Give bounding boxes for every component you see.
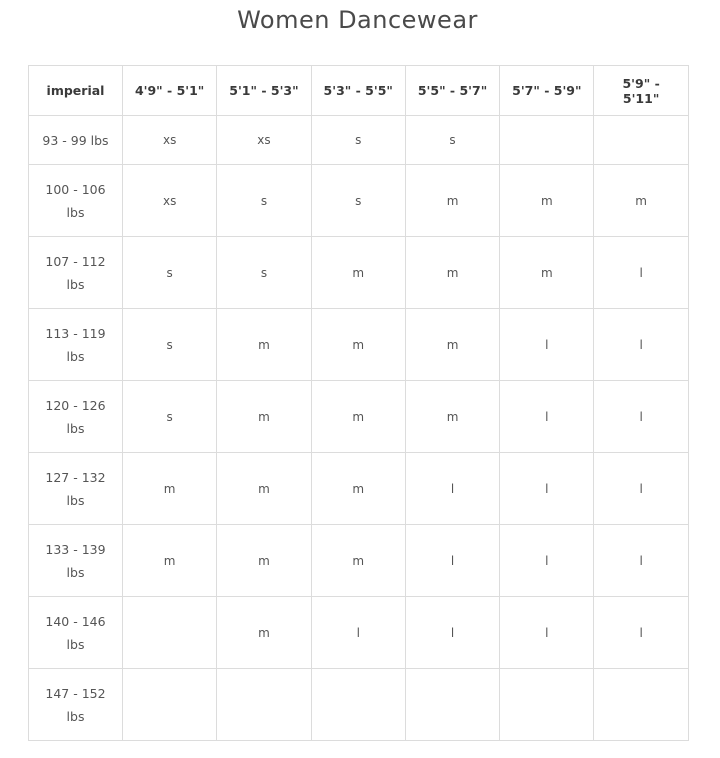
size-cell	[217, 669, 311, 741]
table-row	[29, 116, 689, 165]
height-header: 5'9" - 5'11"	[594, 66, 688, 116]
size-cell	[594, 669, 688, 741]
size-cell: s	[217, 165, 311, 237]
header-row	[29, 66, 689, 116]
size-cell: l	[594, 525, 688, 597]
size-cell: m	[500, 237, 594, 309]
size-cell: l	[405, 525, 499, 597]
size-cell: s	[123, 237, 217, 309]
size-cell: s	[123, 381, 217, 453]
size-cell: m	[217, 525, 311, 597]
size-cell: s	[311, 165, 405, 237]
size-cell: l	[500, 525, 594, 597]
height-header: 5'1" - 5'3"	[217, 66, 311, 116]
size-cell: l	[594, 237, 688, 309]
size-cell: l	[594, 381, 688, 453]
table-row	[29, 381, 689, 453]
size-cell: s	[123, 309, 217, 381]
size-cell: m	[405, 381, 499, 453]
size-cell: m	[405, 237, 499, 309]
size-cell: xs	[123, 165, 217, 237]
size-cell: l	[594, 309, 688, 381]
size-cell: l	[405, 453, 499, 525]
size-cell: m	[123, 525, 217, 597]
size-cell	[500, 669, 594, 741]
table-row	[29, 165, 689, 237]
size-cell: xs	[217, 116, 311, 165]
weight-cell: 133 - 139 lbs	[29, 525, 123, 597]
size-cell	[123, 669, 217, 741]
weight-cell: 127 - 132 lbs	[29, 453, 123, 525]
size-cell: m	[594, 165, 688, 237]
size-cell: s	[405, 116, 499, 165]
size-cell: m	[217, 381, 311, 453]
size-cell: m	[217, 597, 311, 669]
table-row	[29, 309, 689, 381]
size-cell: l	[594, 597, 688, 669]
corner-header: imperial	[29, 66, 123, 116]
weight-cell: 93 - 99 lbs	[29, 116, 123, 165]
size-cell: m	[311, 309, 405, 381]
size-cell: xs	[123, 116, 217, 165]
size-cell: l	[500, 597, 594, 669]
size-cell: m	[500, 165, 594, 237]
size-cell: m	[311, 525, 405, 597]
weight-cell: 120 - 126 lbs	[29, 381, 123, 453]
size-cell: m	[405, 165, 499, 237]
size-cell: s	[311, 116, 405, 165]
size-cell	[500, 116, 594, 165]
weight-cell: 147 - 152 lbs	[29, 669, 123, 741]
table-row	[29, 597, 689, 669]
table-row	[29, 237, 689, 309]
table-row	[29, 453, 689, 525]
size-cell: m	[123, 453, 217, 525]
size-cell: l	[311, 597, 405, 669]
size-cell: l	[500, 453, 594, 525]
weight-cell: 113 - 119 lbs	[29, 309, 123, 381]
size-cell: s	[217, 237, 311, 309]
size-chart-table	[28, 65, 689, 741]
height-header: 4'9" - 5'1"	[123, 66, 217, 116]
size-cell	[123, 597, 217, 669]
size-cell: l	[500, 381, 594, 453]
size-cell: m	[311, 453, 405, 525]
height-header: 5'5" - 5'7"	[405, 66, 499, 116]
size-cell: m	[405, 309, 499, 381]
height-header: 5'7" - 5'9"	[500, 66, 594, 116]
table-row	[29, 669, 689, 741]
weight-cell: 107 - 112 lbs	[29, 237, 123, 309]
size-cell	[311, 669, 405, 741]
table-row	[29, 525, 689, 597]
weight-cell: 100 - 106 lbs	[29, 165, 123, 237]
size-cell	[594, 116, 688, 165]
size-cell: l	[405, 597, 499, 669]
size-cell: m	[311, 237, 405, 309]
page-title: Women Dancewear	[237, 6, 478, 34]
size-cell	[405, 669, 499, 741]
size-cell: m	[217, 453, 311, 525]
weight-cell: 140 - 146 lbs	[29, 597, 123, 669]
height-header: 5'3" - 5'5"	[311, 66, 405, 116]
size-cell: l	[500, 309, 594, 381]
size-cell: l	[594, 453, 688, 525]
size-cell: m	[217, 309, 311, 381]
size-cell: m	[311, 381, 405, 453]
